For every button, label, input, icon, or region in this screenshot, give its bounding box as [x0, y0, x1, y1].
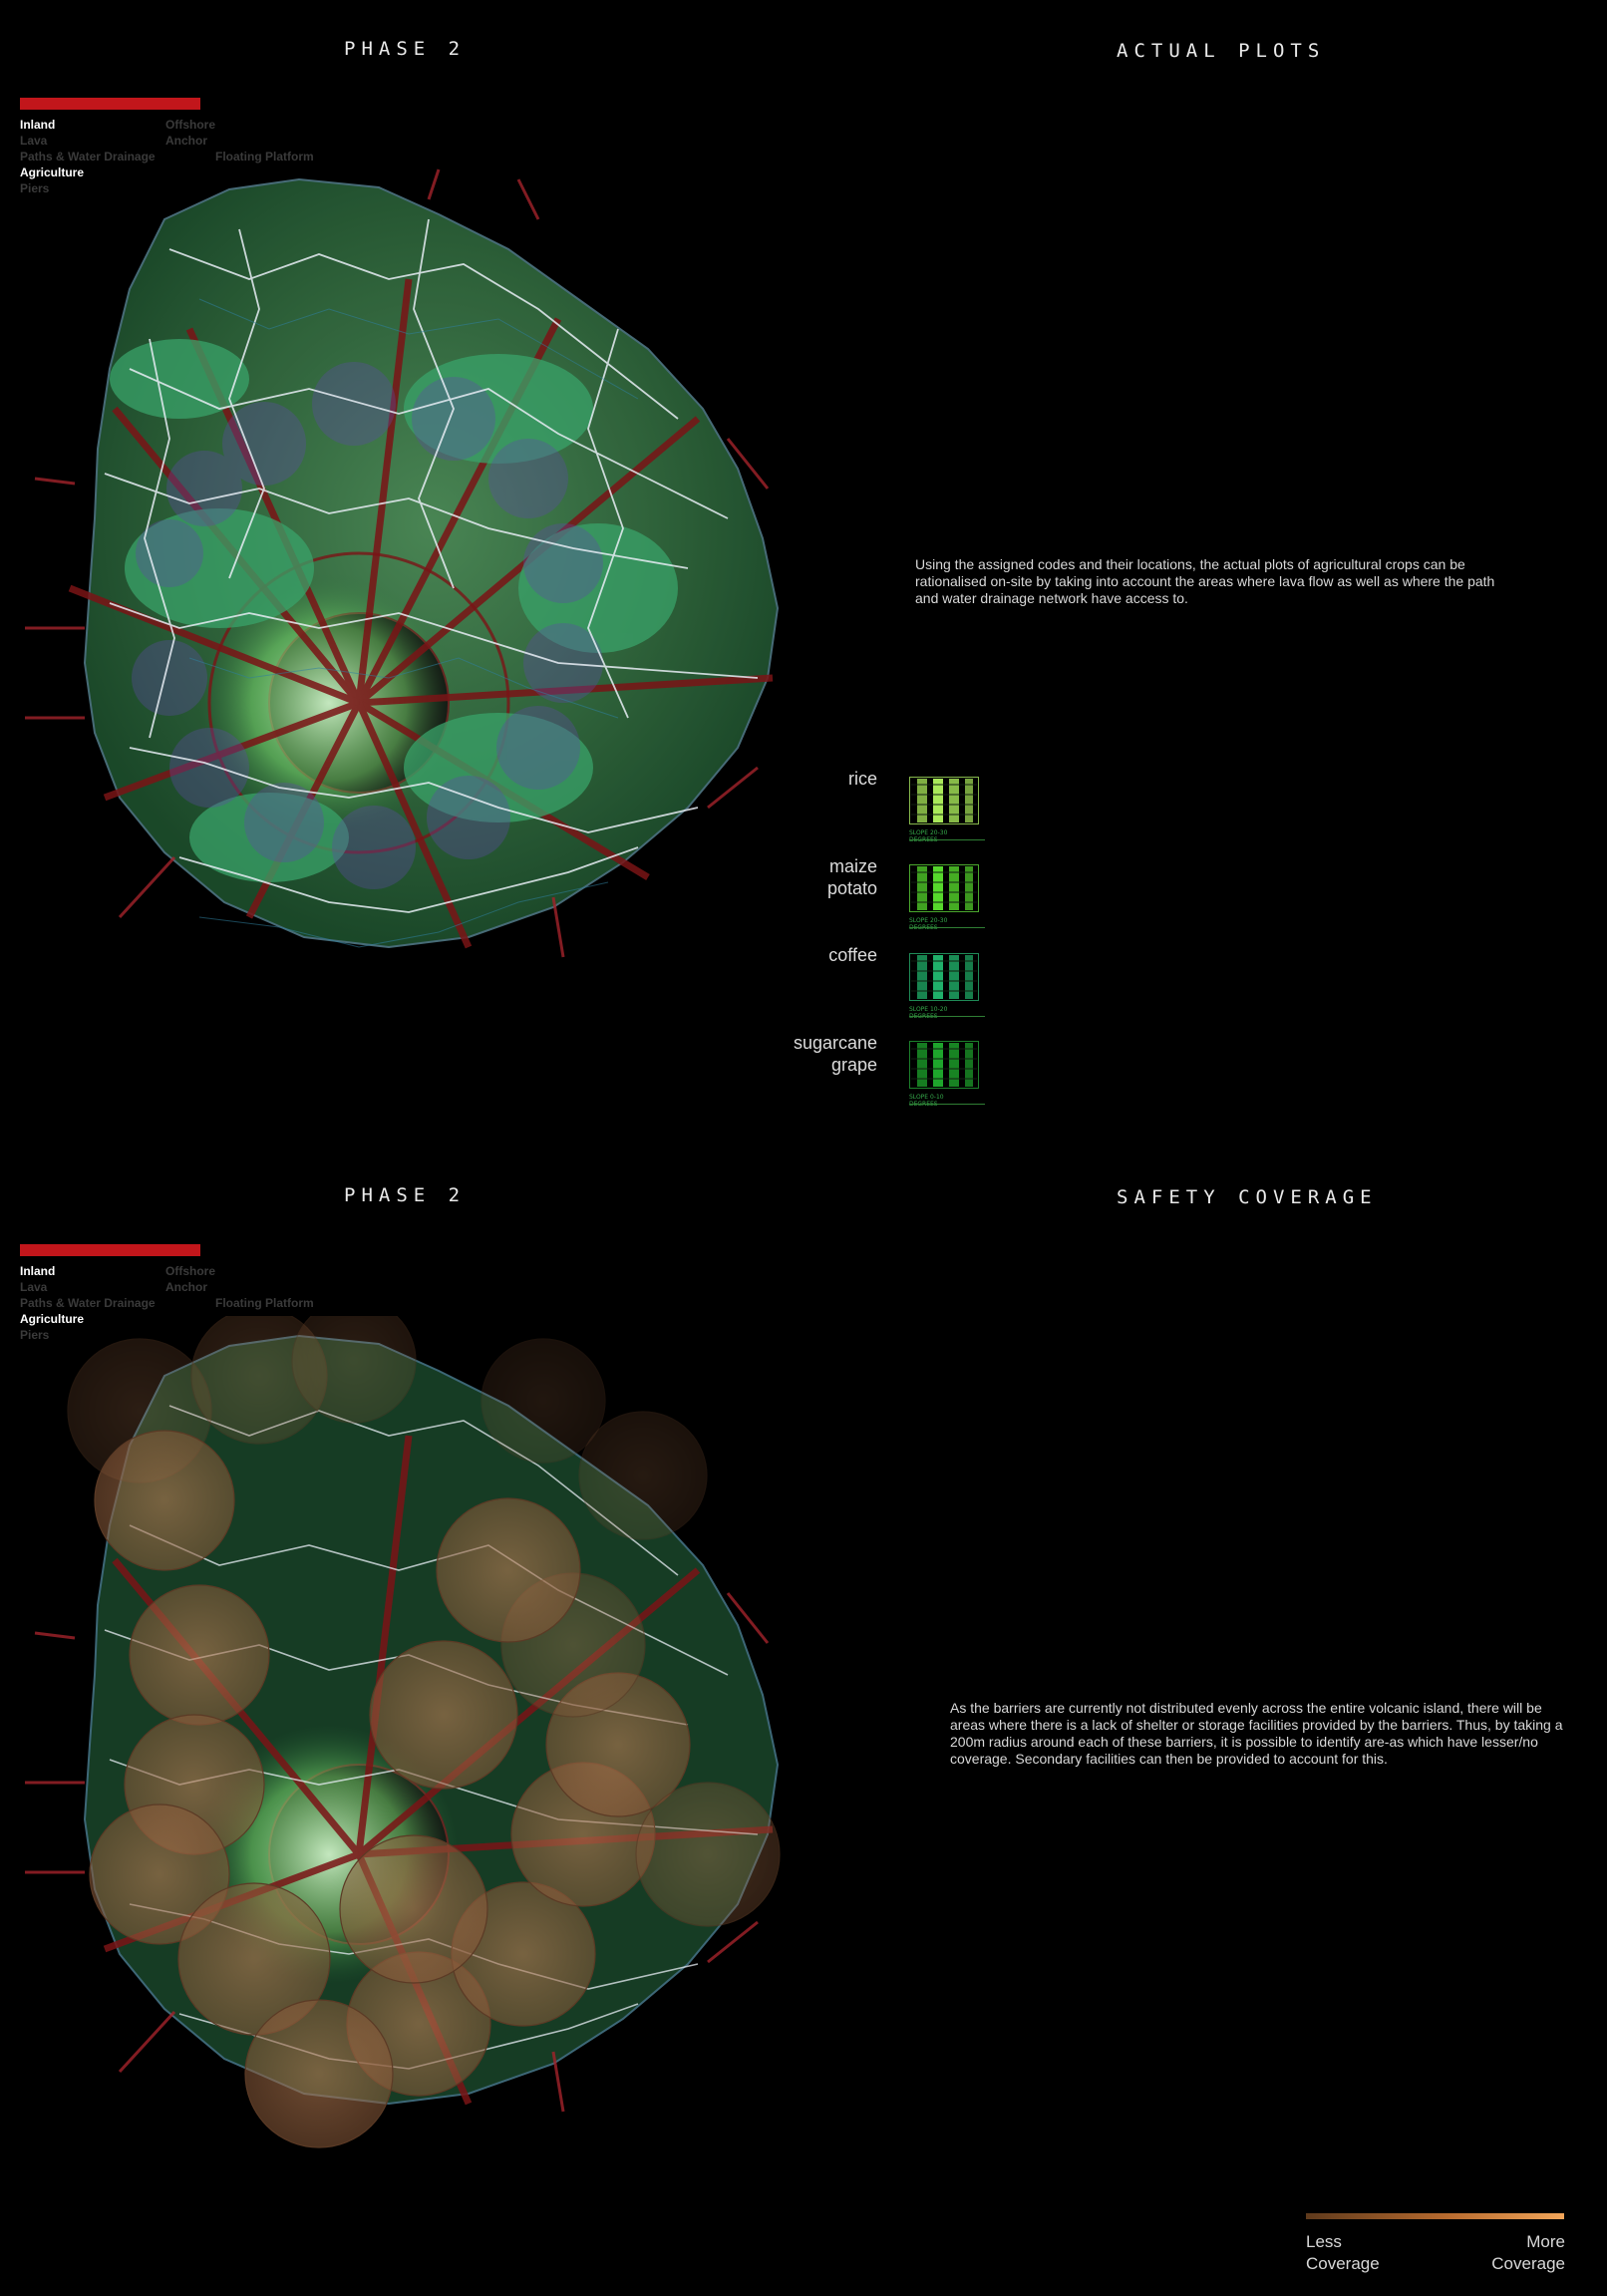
phase-title: PHASE 2 [344, 38, 467, 60]
crop-rice: rice SLOPE 20-30 [778, 768, 1117, 847]
actual-plots-panel [0, 0, 1607, 1147]
legend-item-offshore: Offshore [165, 118, 216, 132]
legend-item-lava: Lava [20, 134, 48, 148]
legend-item-floating-platform: Floating Platform [215, 150, 314, 164]
coverage-gradient [1306, 2213, 1564, 2219]
legend-red-bar [20, 1244, 200, 1256]
safety-coverage-panel [0, 1147, 1607, 2296]
legend-item-inland: Inland [20, 1264, 56, 1278]
legend-item-paths-water-drainage: Paths & Water Drainage [20, 1296, 156, 1310]
phase-title: PHASE 2 [344, 1184, 467, 1206]
legend-item-anchor: Anchor [165, 134, 207, 148]
actual-plots-description: Using the assigned codes and their locations, the actual plots of agricultural crops can be rationalised on-site by taking into account the areas where lava flow as well as where the path and water drainage network have access to. [915, 556, 1495, 606]
legend-item-lava: Lava [20, 1280, 48, 1294]
legend-item-paths-water-drainage: Paths & Water Drainage [20, 150, 156, 164]
legend-item-offshore: Offshore [165, 1264, 216, 1278]
legend-item-agriculture: Agriculture [20, 165, 85, 179]
legend-red-bar [20, 98, 200, 110]
legend-item-floating-platform: Floating Platform [215, 1296, 314, 1310]
crop-legend [778, 768, 1117, 1127]
safety-coverage-description: As the barriers are currently not distributed evenly across the entire volcanic island, there will be areas where there is a lack of shelter or storage facilities provided by the barriers. Thus, by taking a 200m radius around each of these barriers, it is possible to identify are-as which have lesser/no coverage. Secondary facilities can then be provided to account for this. [950, 1700, 1563, 1767]
coverage-legend [1306, 2213, 1565, 2283]
island-coverage-map [0, 1316, 877, 2213]
island-plot-map [0, 160, 877, 1057]
crop-swatch-sugarcane-grape [909, 1041, 979, 1089]
legend-item-agriculture: Agriculture [20, 1312, 85, 1326]
legend-item-piers: Piers [20, 181, 50, 195]
crop-swatch-coffee [909, 953, 979, 1001]
section-title: SAFETY COVERAGE [1117, 1186, 1378, 1208]
crop-swatch-maize-potato [909, 864, 979, 912]
crop-maize-potato: maize potato SLOPE 20-30 [778, 855, 1117, 935]
crop-sugarcane-grape: sugarcane grape SLOPE 0-10 [778, 1032, 1117, 1112]
coverage-less-label: Less Coverage [1306, 2232, 1380, 2273]
section-title: ACTUAL PLOTS [1117, 40, 1326, 62]
legend-item-anchor: Anchor [165, 1280, 207, 1294]
crop-swatch-rice [909, 777, 979, 824]
crop-coffee: coffee SLOPE 10-20 [778, 944, 1117, 1024]
coverage-more-label: More Coverage [1491, 2232, 1565, 2273]
legend-item-inland: Inland [20, 118, 56, 132]
legend-item-piers: Piers [20, 1328, 50, 1342]
